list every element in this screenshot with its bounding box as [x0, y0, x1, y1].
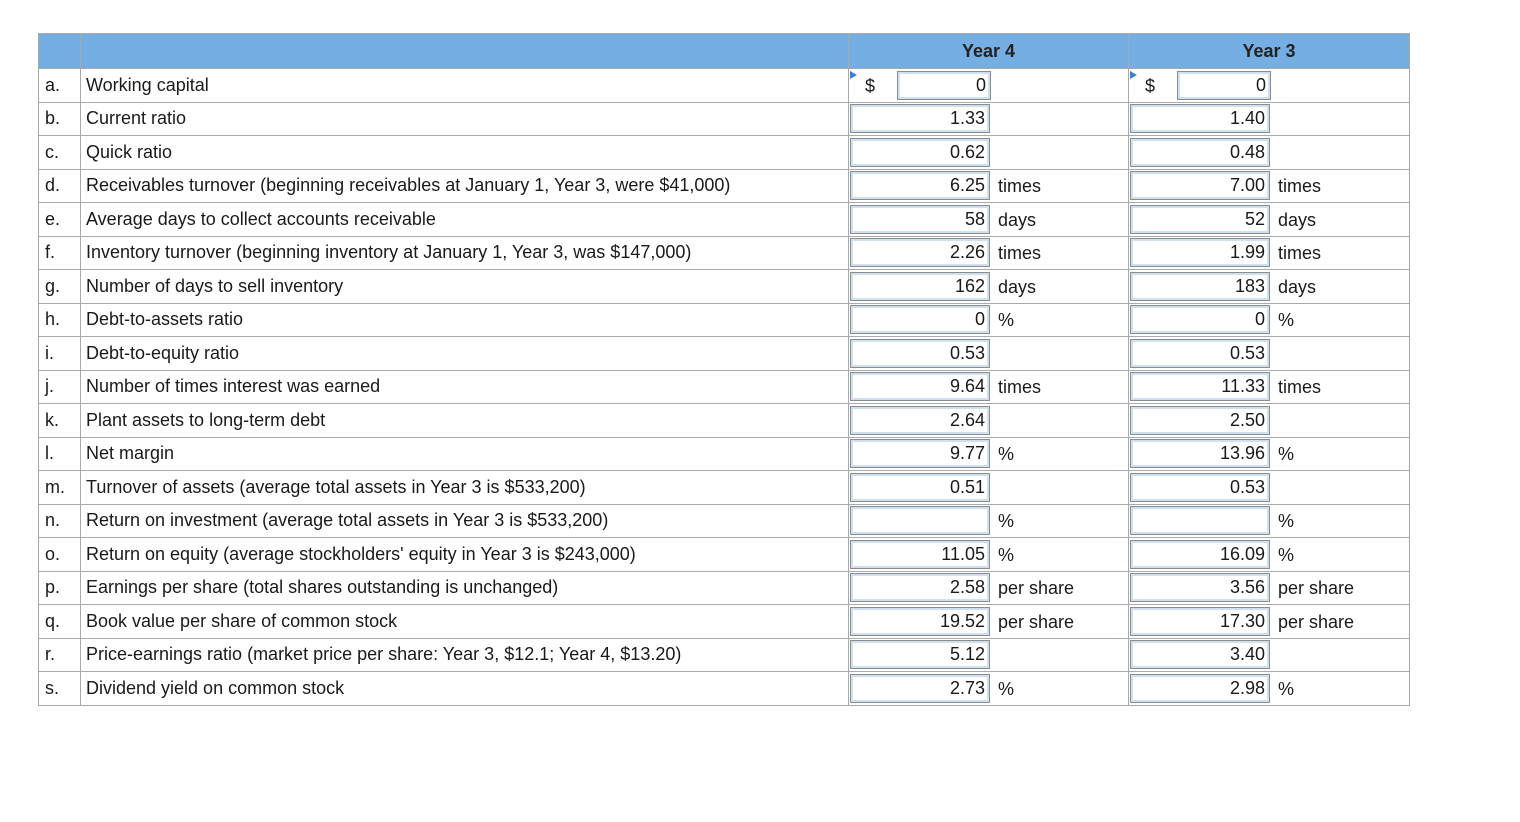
row-letter: j. — [39, 370, 81, 404]
unit-label: % — [998, 310, 1015, 331]
row-letter: d. — [39, 169, 81, 203]
y3-cell — [1129, 571, 1410, 605]
y3-answer-input[interactable]: 0 — [1177, 71, 1271, 100]
row-description: Dividend yield on common stock — [81, 672, 849, 706]
y4-answer-group — [849, 304, 1128, 335]
y3-answer-input[interactable]: 2.50 — [1130, 406, 1270, 435]
row-description: Current ratio — [81, 102, 849, 136]
y4-answer-input[interactable]: 2.64 — [850, 406, 990, 435]
y3-answer-input[interactable]: 0.53 — [1130, 339, 1270, 368]
unit-label: % — [1278, 310, 1295, 331]
table-row — [39, 638, 1410, 672]
row-description: Book value per share of common stock — [81, 605, 849, 639]
row-description: Working capital — [81, 69, 849, 103]
unit-label: % — [998, 544, 1015, 565]
row-description: Net margin — [81, 437, 849, 471]
row-letter: o. — [39, 538, 81, 572]
y4-answer-input[interactable]: 1.33 — [850, 104, 990, 133]
row-description: Debt-to-equity ratio — [81, 337, 849, 371]
y4-cell — [849, 169, 1129, 203]
y4-answer-input[interactable]: 58 — [850, 205, 990, 234]
row-description: Turnover of assets (average total assets in Year 3 is $533,200) — [81, 471, 849, 505]
y4-answer-group — [849, 505, 1128, 536]
table-row — [39, 270, 1410, 304]
table-row — [39, 370, 1410, 404]
y4-answer-group — [849, 606, 1128, 637]
header-description-cell — [81, 34, 849, 69]
row-letter: l. — [39, 437, 81, 471]
row-letter: m. — [39, 471, 81, 505]
row-letter: f. — [39, 236, 81, 270]
y4-answer-input[interactable]: 0 — [897, 71, 991, 100]
y3-answer-group — [1129, 103, 1409, 134]
y4-cell — [849, 437, 1129, 471]
y4-answer-input[interactable]: 0 — [850, 305, 990, 334]
row-letter: r. — [39, 638, 81, 672]
y4-answer-group — [849, 170, 1128, 201]
table-row — [39, 404, 1410, 438]
y3-answer-input[interactable]: 0.53 — [1130, 473, 1270, 502]
row-letter: s. — [39, 672, 81, 706]
y3-answer-group — [1129, 606, 1409, 637]
y3-answer-group — [1129, 271, 1409, 302]
unit-label: days — [998, 209, 1037, 230]
y4-cell — [849, 203, 1129, 237]
y3-answer-input[interactable]: 17.30 — [1130, 607, 1270, 636]
table-row — [39, 538, 1410, 572]
dropdown-marker-icon[interactable] — [1130, 71, 1137, 79]
unit-label: % — [1278, 678, 1295, 699]
y3-cell — [1129, 672, 1410, 706]
y3-answer-input[interactable]: 52 — [1130, 205, 1270, 234]
y3-answer-group — [1129, 438, 1409, 469]
y3-answer-input[interactable]: 0.48 — [1130, 138, 1270, 167]
header-year3: Year 3 — [1129, 34, 1410, 69]
y4-cell — [849, 270, 1129, 304]
y3-answer-group — [1129, 472, 1409, 503]
unit-label: days — [1278, 209, 1317, 230]
table-row — [39, 571, 1410, 605]
unit-label: % — [998, 678, 1015, 699]
y3-answer-input[interactable]: 1.40 — [1130, 104, 1270, 133]
row-description: Return on investment (average total assets in Year 3 is $533,200) — [81, 504, 849, 538]
y3-answer-input[interactable]: 16.09 — [1130, 540, 1270, 569]
table-row — [39, 169, 1410, 203]
y3-answer-input[interactable]: 3.56 — [1130, 573, 1270, 602]
y3-cell — [1129, 538, 1410, 572]
ratio-table — [38, 33, 1410, 706]
table-row — [39, 337, 1410, 371]
y4-answer-input[interactable]: 19.52 — [850, 607, 990, 636]
y4-answer-input[interactable]: 0.62 — [850, 138, 990, 167]
y4-answer-group — [849, 137, 1128, 168]
y3-cell — [1129, 605, 1410, 639]
y4-answer-group — [849, 539, 1128, 570]
dropdown-marker-icon[interactable] — [850, 71, 857, 79]
y4-answer-group — [849, 673, 1128, 704]
y3-cell — [1129, 337, 1410, 371]
y4-answer-group — [849, 338, 1128, 369]
table-row — [39, 504, 1410, 538]
table-row — [39, 437, 1410, 471]
y3-answer-input[interactable]: 1.99 — [1130, 238, 1270, 267]
y3-answer-group — [1129, 338, 1409, 369]
y4-answer-group — [849, 103, 1128, 134]
ratio-rows — [39, 69, 1410, 706]
y4-answer-group — [849, 371, 1128, 402]
y3-answer-input[interactable]: 0 — [1130, 305, 1270, 334]
header-letter-cell — [39, 34, 81, 69]
y3-answer-input[interactable]: 13.96 — [1130, 439, 1270, 468]
table-row — [39, 605, 1410, 639]
unit-label: per share — [998, 611, 1075, 632]
row-letter: c. — [39, 136, 81, 170]
unit-label: times — [1278, 176, 1322, 197]
y3-answer-input[interactable]: 2.98 — [1130, 674, 1270, 703]
y4-cell — [849, 102, 1129, 136]
unit-label: times — [998, 176, 1042, 197]
row-description: Average days to collect accounts receivable — [81, 203, 849, 237]
y3-cell — [1129, 303, 1410, 337]
row-letter: k. — [39, 404, 81, 438]
currency-symbol: $ — [865, 75, 876, 96]
y3-cell — [1129, 169, 1410, 203]
y3-cell — [1129, 471, 1410, 505]
table-row — [39, 236, 1410, 270]
header-year4: Year 4 — [849, 34, 1129, 69]
table-row — [39, 69, 1410, 103]
y3-cell — [1129, 638, 1410, 672]
row-description: Return on equity (average stockholders' equity in Year 3 is $243,000) — [81, 538, 849, 572]
y4-answer-input[interactable]: 162 — [850, 272, 990, 301]
y3-answer-group — [1129, 137, 1409, 168]
y4-answer-input[interactable]: 9.64 — [850, 372, 990, 401]
table-row — [39, 471, 1410, 505]
row-description: Inventory turnover (beginning inventory at January 1, Year 3, was $147,000) — [81, 236, 849, 270]
unit-label: days — [1278, 276, 1317, 297]
y4-cell — [849, 672, 1129, 706]
y4-cell — [849, 303, 1129, 337]
y3-answer-group — [1129, 170, 1409, 201]
y4-answer-input[interactable]: 11.05 — [850, 540, 990, 569]
y4-answer-group — [849, 405, 1128, 436]
y3-cell — [1129, 102, 1410, 136]
unit-label: per share — [998, 578, 1075, 599]
y3-answer-input[interactable] — [1130, 506, 1270, 535]
row-description: Earnings per share (total shares outstanding is unchanged) — [81, 571, 849, 605]
y3-answer-group — [1129, 505, 1409, 536]
row-description: Plant assets to long-term debt — [81, 404, 849, 438]
y3-answer-group — [1129, 539, 1409, 570]
y3-answer-group — [1129, 371, 1409, 402]
row-letter: p. — [39, 571, 81, 605]
y4-answer-group — [849, 639, 1128, 670]
y3-answer-group — [1129, 639, 1409, 670]
unit-label: times — [1278, 243, 1322, 264]
unit-label: days — [998, 276, 1037, 297]
y4-answer-input[interactable]: 5.12 — [850, 640, 990, 669]
y4-cell — [849, 337, 1129, 371]
y3-answer-group — [1129, 204, 1409, 235]
unit-label: % — [1278, 544, 1295, 565]
y4-answer-input[interactable] — [850, 506, 990, 535]
row-description: Price-earnings ratio (market price per share: Year 3, $12.1; Year 4, $13.20) — [81, 638, 849, 672]
row-letter: a. — [39, 69, 81, 103]
row-description: Debt-to-assets ratio — [81, 303, 849, 337]
y4-cell — [849, 236, 1129, 270]
y4-cell — [849, 471, 1129, 505]
y3-answer-group — [1129, 405, 1409, 436]
y3-answer-input[interactable]: 3.40 — [1130, 640, 1270, 669]
y4-cell — [849, 504, 1129, 538]
row-letter: i. — [39, 337, 81, 371]
y3-cell — [1129, 370, 1410, 404]
y4-answer-input[interactable]: 2.73 — [850, 674, 990, 703]
y3-cell — [1129, 136, 1410, 170]
unit-label: % — [1278, 444, 1295, 465]
y3-answer-group — [1129, 70, 1409, 101]
row-letter: b. — [39, 102, 81, 136]
table-row — [39, 672, 1410, 706]
y4-cell — [849, 538, 1129, 572]
y4-answer-group — [849, 472, 1128, 503]
y3-answer-group — [1129, 673, 1409, 704]
y3-cell — [1129, 504, 1410, 538]
y4-cell — [849, 136, 1129, 170]
y4-answer-group — [849, 237, 1128, 268]
row-description: Number of days to sell inventory — [81, 270, 849, 304]
y3-answer-group — [1129, 237, 1409, 268]
table-row — [39, 203, 1410, 237]
row-letter: q. — [39, 605, 81, 639]
row-letter: n. — [39, 504, 81, 538]
row-description: Receivables turnover (beginning receivables at January 1, Year 3, were $41,000) — [81, 169, 849, 203]
y4-cell — [849, 370, 1129, 404]
row-letter: g. — [39, 270, 81, 304]
y3-cell — [1129, 69, 1410, 103]
table-row — [39, 136, 1410, 170]
row-description: Quick ratio — [81, 136, 849, 170]
y4-answer-group — [849, 271, 1128, 302]
y4-answer-group — [849, 204, 1128, 235]
y4-answer-input[interactable]: 2.58 — [850, 573, 990, 602]
y4-answer-group — [849, 438, 1128, 469]
unit-label: % — [998, 444, 1015, 465]
y4-answer-group — [849, 70, 1128, 101]
y4-answer-input[interactable]: 0.51 — [850, 473, 990, 502]
row-letter: h. — [39, 303, 81, 337]
y3-answer-group — [1129, 572, 1409, 603]
currency-symbol: $ — [1145, 75, 1156, 96]
row-letter: e. — [39, 203, 81, 237]
y3-cell — [1129, 270, 1410, 304]
unit-label: times — [998, 243, 1042, 264]
unit-label: per share — [1278, 578, 1355, 599]
y3-answer-input[interactable]: 11.33 — [1130, 372, 1270, 401]
unit-label: per share — [1278, 611, 1355, 632]
y4-cell — [849, 605, 1129, 639]
y4-cell — [849, 638, 1129, 672]
y3-cell — [1129, 203, 1410, 237]
y3-cell — [1129, 404, 1410, 438]
unit-label: % — [1278, 511, 1295, 532]
unit-label: times — [998, 377, 1042, 398]
y4-cell — [849, 404, 1129, 438]
y4-answer-input[interactable]: 9.77 — [850, 439, 990, 468]
y4-cell — [849, 571, 1129, 605]
y4-answer-group — [849, 572, 1128, 603]
y4-cell — [849, 69, 1129, 103]
y3-cell — [1129, 236, 1410, 270]
table-row — [39, 303, 1410, 337]
row-description: Number of times interest was earned — [81, 370, 849, 404]
y4-answer-input[interactable]: 0.53 — [850, 339, 990, 368]
y3-cell — [1129, 437, 1410, 471]
unit-label: % — [998, 511, 1015, 532]
unit-label: times — [1278, 377, 1322, 398]
y4-answer-input[interactable]: 2.26 — [850, 238, 990, 267]
y3-answer-input[interactable]: 183 — [1130, 272, 1270, 301]
header-row — [39, 34, 1410, 69]
table-row — [39, 102, 1410, 136]
y3-answer-input[interactable]: 7.00 — [1130, 171, 1270, 200]
y4-answer-input[interactable]: 6.25 — [850, 171, 990, 200]
y3-answer-group — [1129, 304, 1409, 335]
